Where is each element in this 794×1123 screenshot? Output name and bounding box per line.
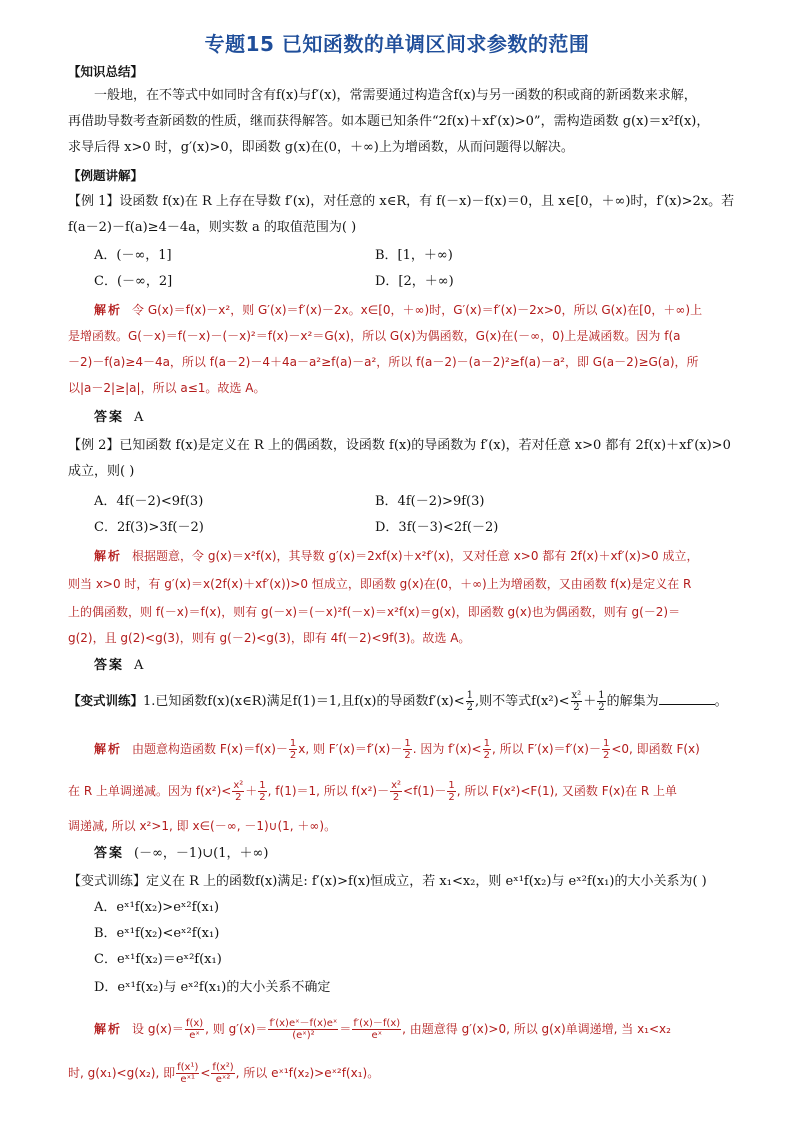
q-text: 。 <box>714 694 728 709</box>
frac-den: eˣ <box>189 1030 200 1041</box>
answer-value: A <box>134 658 144 673</box>
answer-label: 答案 <box>94 410 125 425</box>
example1-solution-line-1 <box>94 302 754 318</box>
q-text: ＋ <box>583 694 597 709</box>
frac-num: 1 <box>289 738 297 749</box>
s-text: , f(1)＝1, 所以 f(x²)－ <box>267 784 390 798</box>
frac-den: 2 <box>404 750 411 761</box>
section-heading-examples: 【例题讲解】 <box>68 168 144 183</box>
frac-den: 2 <box>259 792 266 803</box>
summary-line-3: 求导后得 x>0 时，g′(x)>0，即函数 g(x)在(0，＋∞)上为增函数，从而问题得以解决。 <box>68 140 574 155</box>
frac-num: f(x²) <box>212 1062 234 1073</box>
fraction-f1 <box>176 1062 199 1085</box>
variant-label: 【变式训练】 <box>68 693 144 708</box>
variant1-question <box>68 690 728 713</box>
variant1-answer <box>94 846 754 862</box>
variant2-question: 【变式训练】定义在 R 上的函数f(x)满足: f′(x)>f(x)恒成立，若 x₁<x₂，则 eˣ¹f(x₂)与 eˣ²f(x₁)的大小关系为( ) <box>68 874 707 889</box>
fraction-half <box>289 738 297 761</box>
fraction-half <box>403 738 411 761</box>
example2-solution-line-1 <box>94 548 754 564</box>
s-text: , 所以 eˣ¹f(x₂)>eˣ²f(x₁)。 <box>235 1066 380 1080</box>
frac-num: x² <box>571 690 582 701</box>
variant2-solution-line-1 <box>94 1018 754 1041</box>
s-text: ＝ <box>339 1022 352 1036</box>
frac-num: f′(x)eˣ－f(x)eˣ <box>269 1018 338 1029</box>
example2-option-a: A．4f(－2)<9f(3) <box>94 494 204 509</box>
q-text: ,则不等式f(x²)< <box>475 694 570 709</box>
example2-option-c: C．2f(3)>3f(－2) <box>94 520 204 535</box>
frac-num: 1 <box>598 690 605 701</box>
s-text: 时, g(x₁)<g(x₂), 即 <box>68 1066 176 1080</box>
frac-num: f(x) <box>185 1018 204 1029</box>
s-text: . 因为 f′(x)< <box>412 742 482 756</box>
variant1-solution-line-3: 调递减, 所以 x²>1, 即 x∈(－∞, －1)∪(1, ＋∞)。 <box>68 819 337 833</box>
solution-label: 解析 <box>94 303 123 317</box>
fraction-half <box>447 780 455 803</box>
frac-num: x² <box>233 780 244 791</box>
s-text: , 所以 F′(x)＝f′(x)－ <box>492 742 601 756</box>
example2-solution-line-2: 则当 x>0 时，有 g′(x)＝x(2f(x)＋xf′(x))>0 恒成立，即函数 g(x)在(0，＋∞)上为增函数，又由函数 f(x)是定义在 R <box>68 577 692 591</box>
answer-value: A <box>134 410 144 425</box>
answer-label: 答案 <box>94 658 125 673</box>
frac-num: 1 <box>483 738 490 749</box>
example1-option-a: A．(－∞，1] <box>94 248 172 263</box>
fraction-derivative <box>268 1018 338 1041</box>
frac-num: 1 <box>259 780 266 791</box>
s-text: , 由题意得 g′(x)>0, 所以 g(x)单调递增, 当 x₁<x₂ <box>402 1022 671 1036</box>
s-text: ＋ <box>245 784 258 798</box>
example1-solution-line-3: －2)－f(a)≥4－4a，所以 f(a－2)－4＋4a－a²≥f(a)－a²，所以 f(a－2)－(a－2)²≥f(a)－a²，即 G(a－2)≥G(a)，所 <box>68 355 699 369</box>
variant1-solution-line-1 <box>94 738 754 761</box>
frac-den: (eˣ)² <box>292 1030 315 1041</box>
example1-solution-line-4: 以|a－2|≥|a|，所以 a≤1。故选 A。 <box>68 381 266 395</box>
variant2-option-a: A．eˣ¹f(x₂)>eˣ²f(x₁) <box>94 900 220 915</box>
fraction-f2 <box>211 1062 234 1085</box>
answer-label: 答案 <box>94 846 125 861</box>
example1-answer <box>94 410 754 426</box>
s-text: <f(1)－ <box>403 784 447 798</box>
s-text: <0, 即函数 F(x) <box>611 742 700 756</box>
q-text: 1.已知函数f(x)(x∈R)满足f(1)＝1,且f(x)的导函数f′(x)< <box>143 694 465 709</box>
example1-option-c: C．(－∞，2] <box>94 274 173 289</box>
example2-solution-line-3: 上的偶函数，则 f(－x)＝f(x)，则有 g(－x)＝(－x)²f(－x)＝x²f(x)＝g(x)，即函数 g(x)也为偶函数，则有 g(－2)＝ <box>68 605 681 619</box>
s-text: x, 则 F′(x)＝f′(x)－ <box>298 742 403 756</box>
frac-den: 2 <box>483 750 490 761</box>
example1-solution-line-2: 是增函数。G(－x)＝f(－x)－(－x)²＝f(x)－x²＝G(x)，所以 G(x)为偶函数，G(x)在(－∞，0)上是减函数。因为 f(a <box>68 329 681 343</box>
frac-den: 2 <box>602 750 610 761</box>
variant2-solution-line-2 <box>68 1062 728 1085</box>
variant2-option-d: D．eˣ¹f(x₂)与 eˣ²f(x₁)的大小关系不确定 <box>94 980 331 995</box>
solution-text: 根据题意，令 g(x)＝x²f(x)，其导数 g′(x)＝2xf(x)＋x²f′(x)，又对任意 x>0 都有 2f(x)＋xf′(x)>0 成立， <box>132 549 699 563</box>
s-text: 由题意构造函数 F(x)＝f(x)－ <box>132 742 288 756</box>
s-text: 设 g(x)＝ <box>132 1022 184 1036</box>
example1-option-b: B．[1，＋∞) <box>375 248 453 263</box>
fraction-half <box>597 690 605 713</box>
solution-label: 解析 <box>94 549 123 563</box>
frac-den: 2 <box>235 792 242 803</box>
frac-den: 2 <box>598 702 605 713</box>
example2-option-b: B．4f(－2)>9f(3) <box>375 494 485 509</box>
fraction-half <box>258 780 266 803</box>
summary-line-2: 再借助导数考查新函数的性质，继而获得解答。如本题已知条件“2f(x)＋xf′(x)>0”，需构造函数 g(x)＝x²f(x)， <box>68 114 710 129</box>
frac-den: 2 <box>573 702 580 713</box>
frac-den: eˣ² <box>215 1074 231 1085</box>
example1-option-d: D．[2，＋∞) <box>375 274 454 289</box>
frac-num: f′(x)－f(x) <box>353 1018 401 1029</box>
fraction-x2-half <box>390 780 402 803</box>
example2-answer <box>94 658 754 674</box>
frac-den: 2 <box>448 792 455 803</box>
fraction-half <box>602 738 610 761</box>
frac-num: 1 <box>602 738 610 749</box>
answer-blank <box>659 693 715 705</box>
frac-den: eˣ <box>371 1030 383 1041</box>
fraction-g <box>185 1018 204 1041</box>
fraction-x2-half <box>232 780 244 803</box>
solution-text: 令 G(x)＝f(x)－x²，则 G′(x)＝f′(x)－2x。x∈[0，＋∞)时，G′(x)＝f′(x)－2x>0，所以 G(x)在[0，＋∞)上 <box>132 303 703 317</box>
example2-question-line-2: 成立，则( ) <box>68 464 135 479</box>
solution-label: 解析 <box>94 742 123 756</box>
s-text: , 则 g′(x)＝ <box>205 1022 268 1036</box>
s-text: < <box>200 1066 211 1080</box>
fraction-half <box>466 690 474 713</box>
frac-num: 1 <box>448 780 455 791</box>
example2-solution-line-4: g(2)，且 g(2)<g(3)，则有 g(－2)<g(3)，即有 4f(－2)<9f(3)。故选 A。 <box>68 631 471 645</box>
q-text: 的解集为 <box>606 694 659 709</box>
page-title: 专题15 已知函数的单调区间求参数的范围 <box>204 32 590 56</box>
variant2-option-c: C．eˣ¹f(x₂)＝eˣ²f(x₁) <box>94 952 222 967</box>
fraction-x2-half <box>571 690 583 713</box>
fraction-simplified <box>352 1018 401 1041</box>
frac-den: 2 <box>392 792 400 803</box>
frac-den: 2 <box>289 750 297 761</box>
frac-num: 1 <box>466 690 474 701</box>
frac-num: 1 <box>404 738 411 749</box>
example1-question-line-2: f(a－2)－f(a)≥4－4a，则实数 a 的取值范围为( ) <box>68 220 357 235</box>
answer-value: (－∞，－1)∪(1，＋∞) <box>134 846 269 861</box>
solution-label: 解析 <box>94 1022 123 1036</box>
example2-question-line-1: 【例 2】已知函数 f(x)是定义在 R 上的偶函数，设函数 f(x)的导函数为 f′(x)，若对任意 x>0 都有 2f(x)＋xf′(x)>0 <box>68 438 731 453</box>
variant1-solution-line-2 <box>68 780 728 803</box>
frac-num: f(x¹) <box>177 1062 199 1073</box>
s-text: , 所以 F(x²)<F(1), 又函数 F(x)在 R 上单 <box>456 784 678 798</box>
s-text: 在 R 上单调递减。因为 f(x²)< <box>68 784 232 798</box>
summary-line-1: 一般地，在不等式中如同时含有f(x)与f′(x)，常需要通过构造含f(x)与另一函数的积或商的新函数来求解， <box>94 88 697 103</box>
section-heading-summary: 【知识总结】 <box>68 64 144 79</box>
frac-den: eˣ¹ <box>180 1074 196 1085</box>
variant2-option-b: B．eˣ¹f(x₂)<eˣ²f(x₁) <box>94 926 220 941</box>
example1-question-line-1: 【例 1】设函数 f(x)在 R 上存在导数 f′(x)，对任意的 x∈R，有 f(－x)－f(x)＝0，且 x∈[0，＋∞)时，f′(x)>2x。若 <box>68 194 735 209</box>
fraction-half <box>483 738 491 761</box>
frac-den: 2 <box>466 702 474 713</box>
example2-option-d: D．3f(－3)<2f(－2) <box>375 520 499 535</box>
frac-num: x² <box>391 780 402 791</box>
